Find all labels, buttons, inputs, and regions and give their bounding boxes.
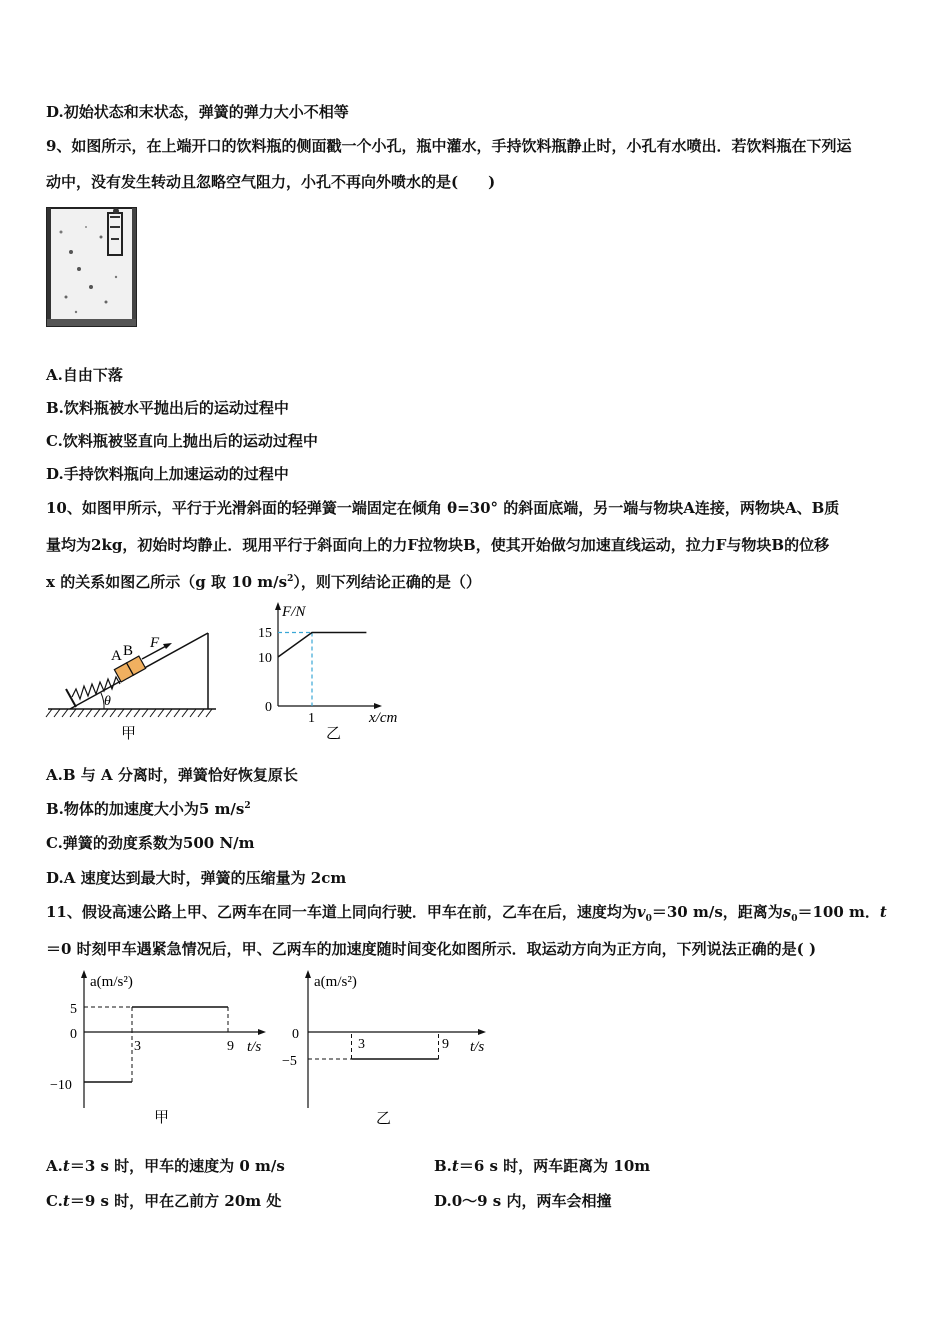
x-axis-label: x/cm bbox=[369, 710, 398, 726]
tick-1: 1 bbox=[308, 711, 315, 726]
label-b: B bbox=[123, 643, 134, 659]
tick-minus-5: −5 bbox=[282, 1054, 297, 1069]
q9-option-a: A.自由下落 bbox=[46, 366, 123, 384]
accel-chart-jia bbox=[44, 968, 284, 1128]
q9-option-c: C.饮料瓶被竖直向上抛出后的运动过程中 bbox=[46, 432, 318, 450]
bottle-photo bbox=[46, 207, 137, 327]
q11-option-c: C.t＝9 s 时，甲在乙前方 20m 处 bbox=[46, 1192, 282, 1210]
q11-option-d: D.0～9 s 内，两车会相撞 bbox=[434, 1192, 612, 1210]
accel-chart-yi bbox=[282, 968, 512, 1133]
tick-0: 0 bbox=[292, 1027, 299, 1042]
tick-0: 0 bbox=[265, 700, 272, 715]
force-displacement-chart bbox=[252, 600, 422, 745]
tick-3: 3 bbox=[134, 1039, 141, 1054]
q9-stem-line1: 9、如图所示，在上端开口的饮料瓶的侧面戳一个小孔，瓶中灌水，手持饮料瓶静止时，小孔有水喷出．若饮料瓶在下列运 bbox=[46, 137, 852, 155]
tick-minus-10: −10 bbox=[50, 1078, 72, 1093]
q10-option-b: B.物体的加速度大小为5 $m/s^2$ bbox=[46, 800, 251, 818]
x-axis-label: t/s bbox=[470, 1039, 485, 1055]
tick-10: 10 bbox=[258, 651, 272, 666]
q10-option-a: A.B 与 A 分离时，弹簧恰好恢复原长 bbox=[46, 766, 298, 784]
caption-jia: 甲 bbox=[154, 1110, 170, 1126]
incline-figure bbox=[44, 605, 224, 745]
q11-option-a: A.t＝3 s 时，甲车的速度为 0 m/s bbox=[46, 1157, 285, 1175]
q11-stem-line2: ＝0 时刻甲车遇紧急情况后，甲、乙两车的加速度随时间变化如图所示．取运动方向为正方向，下列说法正确的是( ) bbox=[46, 940, 817, 958]
accel-series-yi bbox=[308, 1032, 439, 1059]
tick-3: 3 bbox=[358, 1037, 365, 1052]
q11-option-b: B.t＝6 s 时，两车距离为 10m bbox=[434, 1157, 651, 1175]
q10-option-c: C.弹簧的劲度系数为500 N/m bbox=[46, 834, 255, 852]
q11-stem-line1: 11、假设高速公路上甲、乙两车在同一车道上同向行驶．甲车在前，乙车在后，速度均为$v_0=30$ m/s，距离为$s_0=100$ m．t bbox=[46, 903, 887, 924]
tick-15: 15 bbox=[258, 626, 272, 641]
tick-5: 5 bbox=[70, 1002, 77, 1017]
x-axis-label: t/s bbox=[247, 1039, 262, 1055]
accel-series-jia bbox=[84, 1007, 228, 1082]
tick-9: 9 bbox=[442, 1037, 449, 1052]
label-a: A bbox=[111, 648, 122, 664]
y-axis-label: F/N bbox=[282, 604, 306, 620]
q9-stem-line2: 动中，没有发生转动且忽略空气阻力，小孔不再向外喷水的是( ) bbox=[46, 173, 496, 191]
label-theta: θ bbox=[104, 694, 111, 709]
q10-stem-line1: 10、如图甲所示，平行于光滑斜面的轻弹簧一端固定在倾角 θ=30° 的斜面底端，另一端与物块A连接，两物块A、B质 bbox=[46, 499, 840, 517]
caption-yi: 乙 bbox=[326, 726, 342, 742]
caption-yi: 乙 bbox=[376, 1111, 392, 1127]
label-f: F bbox=[150, 635, 160, 651]
ground-hatch bbox=[46, 709, 212, 717]
force-line bbox=[278, 633, 366, 658]
spring bbox=[72, 677, 120, 699]
q10-stem-line3: x 的关系如图乙所示（g 取 10 $m/s^2$），则下列结论正确的是（） bbox=[46, 573, 481, 591]
q8-option-d: D.初始状态和末状态，弹簧的弹力大小不相等 bbox=[46, 103, 349, 121]
q10-option-d: D.A 速度达到最大时，弹簧的压缩量为 2cm bbox=[46, 869, 347, 887]
caption-jia: 甲 bbox=[121, 726, 137, 742]
y-axis-label: a(m/s²) bbox=[314, 974, 357, 990]
force-arrowhead bbox=[163, 643, 172, 649]
q9-option-d: D.手持饮料瓶向上加速运动的过程中 bbox=[46, 465, 289, 483]
q9-option-b: B.饮料瓶被水平抛出后的运动过程中 bbox=[46, 399, 289, 417]
q10-stem-line2: 量均为2kg，初始时均静止．现用平行于斜面向上的力F拉物块B，使其开始做匀加速直线运动，拉力F与物块B的位移 bbox=[46, 536, 830, 554]
y-axis-label: a(m/s²) bbox=[90, 974, 133, 990]
tick-9: 9 bbox=[227, 1039, 234, 1054]
bottle-photo-svg bbox=[46, 207, 137, 327]
tick-0: 0 bbox=[70, 1027, 77, 1042]
